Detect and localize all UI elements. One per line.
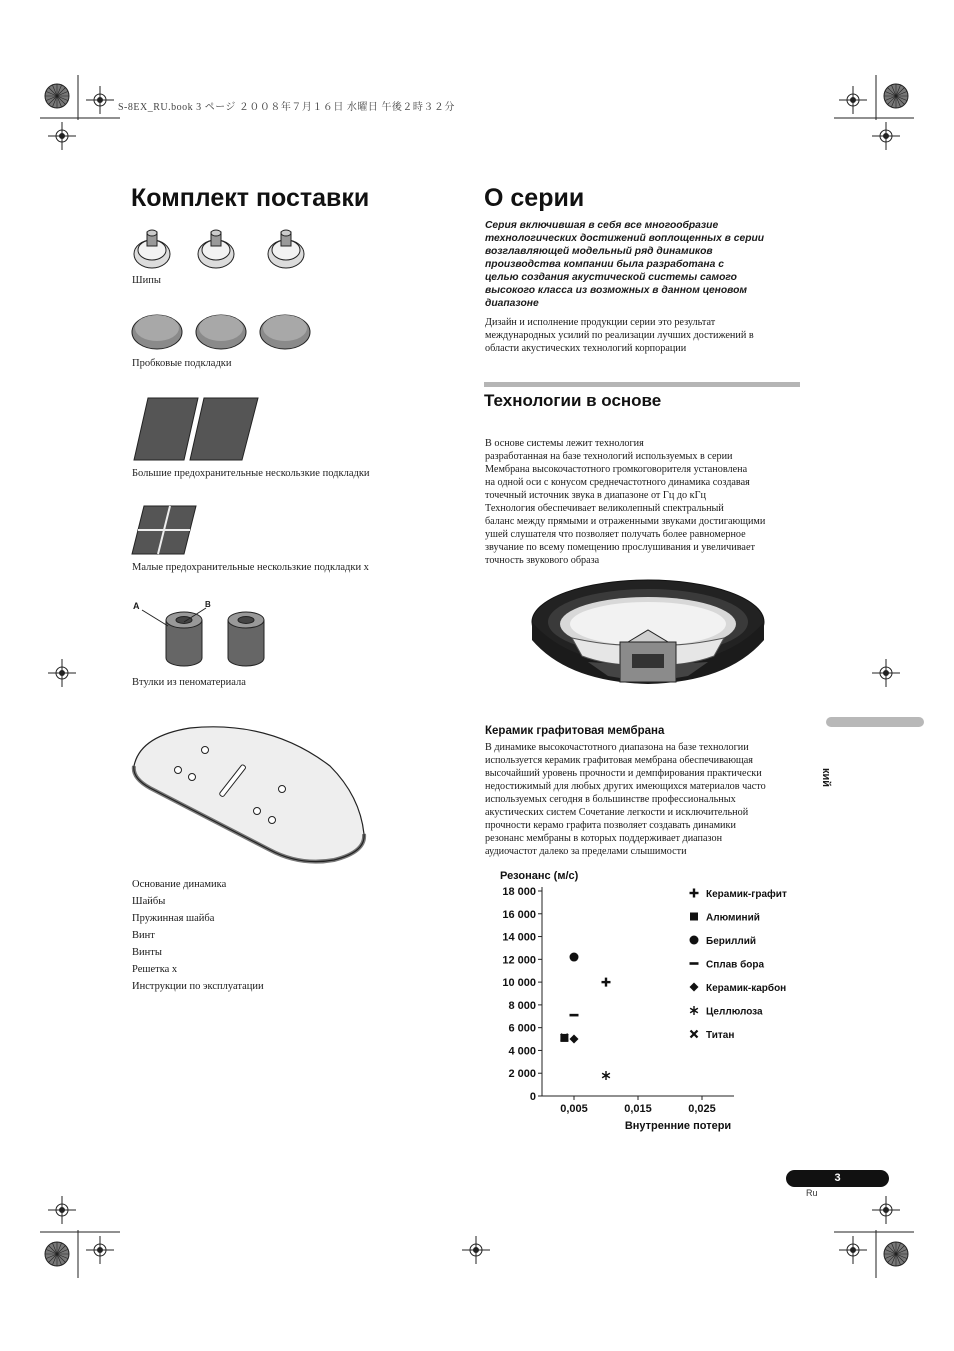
list-item: Основание динамика xyxy=(132,879,227,890)
legend-marker xyxy=(690,936,699,945)
caption-cork: Пробковые подкладки xyxy=(132,358,232,369)
paragraph-line: недостижимый для любых других имеющихся материалов часто xyxy=(485,781,766,792)
paragraph-line: высочайший уровень прочности и демпфирования практически xyxy=(485,768,762,779)
large-pads-illustration xyxy=(130,396,270,466)
ceramic-graphite-title: Керамик графитовая мембрана xyxy=(485,725,665,737)
y-tick-label: 12 000 xyxy=(502,954,536,967)
intro-line: Серия включившая в себя все многообразие xyxy=(485,220,719,231)
data-point xyxy=(602,1071,610,1080)
paragraph-line: аудиочастот далеко за пределами слышимости xyxy=(485,846,687,857)
cork-pads-illustration xyxy=(130,308,330,358)
paragraph-line: используемых сегодня в большинстве профессиональных xyxy=(485,794,736,805)
design-paragraph xyxy=(485,316,754,355)
paragraph-line: разработанная на базе технологий используемых в серии xyxy=(485,451,733,462)
language-tab xyxy=(826,717,924,727)
section-divider xyxy=(484,382,800,387)
paragraph-line: ушей слушателя что позволяет получать более равномерное xyxy=(485,529,746,540)
paragraph-line: резонанс мембраны в которых поддерживает диапазон xyxy=(485,833,723,844)
intro-line: диапазоне xyxy=(485,298,539,309)
x-tick-label: 0,025 xyxy=(688,1103,716,1115)
section-title-contents: Комплект поставки xyxy=(131,184,370,212)
legend-marker xyxy=(690,983,699,992)
paragraph-line: международных усилий по реализации лучших достижений в xyxy=(485,330,754,341)
paragraph-line: В основе системы лежит технология xyxy=(485,438,644,449)
label-bushing-b: B xyxy=(205,600,211,609)
y-tick-label: 2 000 xyxy=(508,1068,536,1081)
section-title-technology: Технологии в основе xyxy=(484,391,662,410)
spike-2 xyxy=(198,230,234,268)
legend-marker xyxy=(690,889,699,898)
print-header: S-8EX_RU.book 3 ページ ２００８年７月１６日 水曜日 午後２時３２分 xyxy=(118,102,455,113)
y-tick-label: 18 000 xyxy=(502,886,536,898)
spikes-illustration xyxy=(130,226,330,276)
list-item: Решетка x xyxy=(132,964,178,975)
paragraph-line: акустических систем Сочетание легкости и исключительной xyxy=(485,807,749,818)
intro-line: производства компании была разработана с xyxy=(485,259,724,270)
caption-small-pads: Малые предохранительные нескользкие подкладки x xyxy=(132,562,369,573)
data-point xyxy=(570,1035,579,1044)
caption-spikes: Шипы xyxy=(132,275,161,286)
small-pads-illustration xyxy=(130,504,210,564)
series-intro xyxy=(485,219,805,310)
legend-label: Титан xyxy=(706,1030,735,1041)
list-item: Винты xyxy=(132,947,162,958)
legend-label: Алюминий xyxy=(706,912,760,924)
paragraph-line: области акустических технологий корпорации xyxy=(485,343,687,354)
language-tab-text: кий xyxy=(820,768,832,788)
paragraph-line: баланс между прямыми и отраженными звуками достигающими xyxy=(485,516,766,527)
x-axis-label: Внутренние потери xyxy=(624,1120,732,1132)
paragraph-line: звучание по всему помещению прослушивания и увеличивает xyxy=(485,542,755,553)
data-point xyxy=(570,953,579,962)
list-item: Пружинная шайба xyxy=(132,913,215,924)
intro-line: технологических достижений воплощенных в серии xyxy=(485,233,765,244)
legend-label: Бериллий xyxy=(706,936,757,947)
list-item: Шайбы xyxy=(132,896,166,907)
bushing-b xyxy=(228,612,264,666)
y-tick-label: 14 000 xyxy=(502,931,536,944)
paragraph-line: на одной оси с конусом среднечастотного динамика создавая xyxy=(485,477,750,488)
y-tick-label: 6 000 xyxy=(508,1022,536,1035)
resonance-chart xyxy=(494,866,794,1136)
data-point xyxy=(602,978,611,987)
paragraph-line: точность звукового образа xyxy=(485,555,600,566)
y-tick-label: 8 000 xyxy=(508,999,536,1012)
spike-3 xyxy=(268,230,304,268)
caption-large-pads: Большие предохранительные нескользкие подкладки xyxy=(132,468,370,479)
legend-marker xyxy=(690,913,698,921)
legend-label: Керамик-карбон xyxy=(706,983,787,994)
intro-line: высокого класса из возможных в данном ценовом xyxy=(485,285,748,296)
y-tick-label: 0 xyxy=(529,1091,536,1103)
legend-marker xyxy=(691,1031,698,1038)
x-tick-label: 0,005 xyxy=(560,1103,588,1115)
page-number: 3 xyxy=(786,1170,889,1187)
legend-label: Керамик-графит xyxy=(706,889,787,900)
paragraph-line: прочности керамо графита позволяет создавать динамики xyxy=(485,820,736,831)
y-axis-label: Резонанс (м/с) xyxy=(500,870,579,882)
intro-line: возглавляющей модельный ряд динамиков xyxy=(485,246,713,257)
paragraph-line: Технология обеспечивает великолепный спектральный xyxy=(485,503,724,514)
speaker-base-illustration xyxy=(130,716,370,866)
paragraph-line: Дизайн и исполнение продукции серии это результат xyxy=(485,317,716,328)
paragraph-line: Мембрана высокочастотного громкоговорителя установлена xyxy=(485,464,748,475)
y-tick-label: 10 000 xyxy=(502,977,536,990)
accessory-list xyxy=(132,876,264,995)
bushing-a xyxy=(166,612,202,666)
page-language: Ru xyxy=(806,1188,818,1198)
paragraph-line: точечный источник звука в диапазоне от Гц до кГц xyxy=(485,490,706,501)
x-tick-label: 0,015 xyxy=(624,1103,652,1115)
paragraph-line: используется керамик графитовая мембрана обеспечивающая xyxy=(485,755,753,766)
legend-label: Целлюлоза xyxy=(706,1006,763,1018)
legend-label: Сплав бора xyxy=(706,959,765,971)
ceramic-paragraph xyxy=(485,741,766,858)
intro-line: целью создания акустической системы самого xyxy=(485,272,737,283)
list-item: Инструкции по эксплуатации xyxy=(132,981,264,992)
technology-paragraph xyxy=(485,437,765,567)
list-item: Винт xyxy=(132,930,155,941)
legend-marker xyxy=(690,1006,698,1015)
caption-bushings: Втулки из пеноматериала xyxy=(132,677,246,688)
paragraph-line: В динамике высокочастотного диапазона на базе технологии xyxy=(485,742,749,753)
y-tick-label: 16 000 xyxy=(502,908,536,921)
spike-1 xyxy=(134,230,170,268)
driver-cutaway-illustration xyxy=(528,578,768,708)
section-title-series: О серии xyxy=(484,184,585,212)
label-bushing-a: A xyxy=(133,601,140,611)
y-tick-label: 4 000 xyxy=(508,1045,536,1058)
